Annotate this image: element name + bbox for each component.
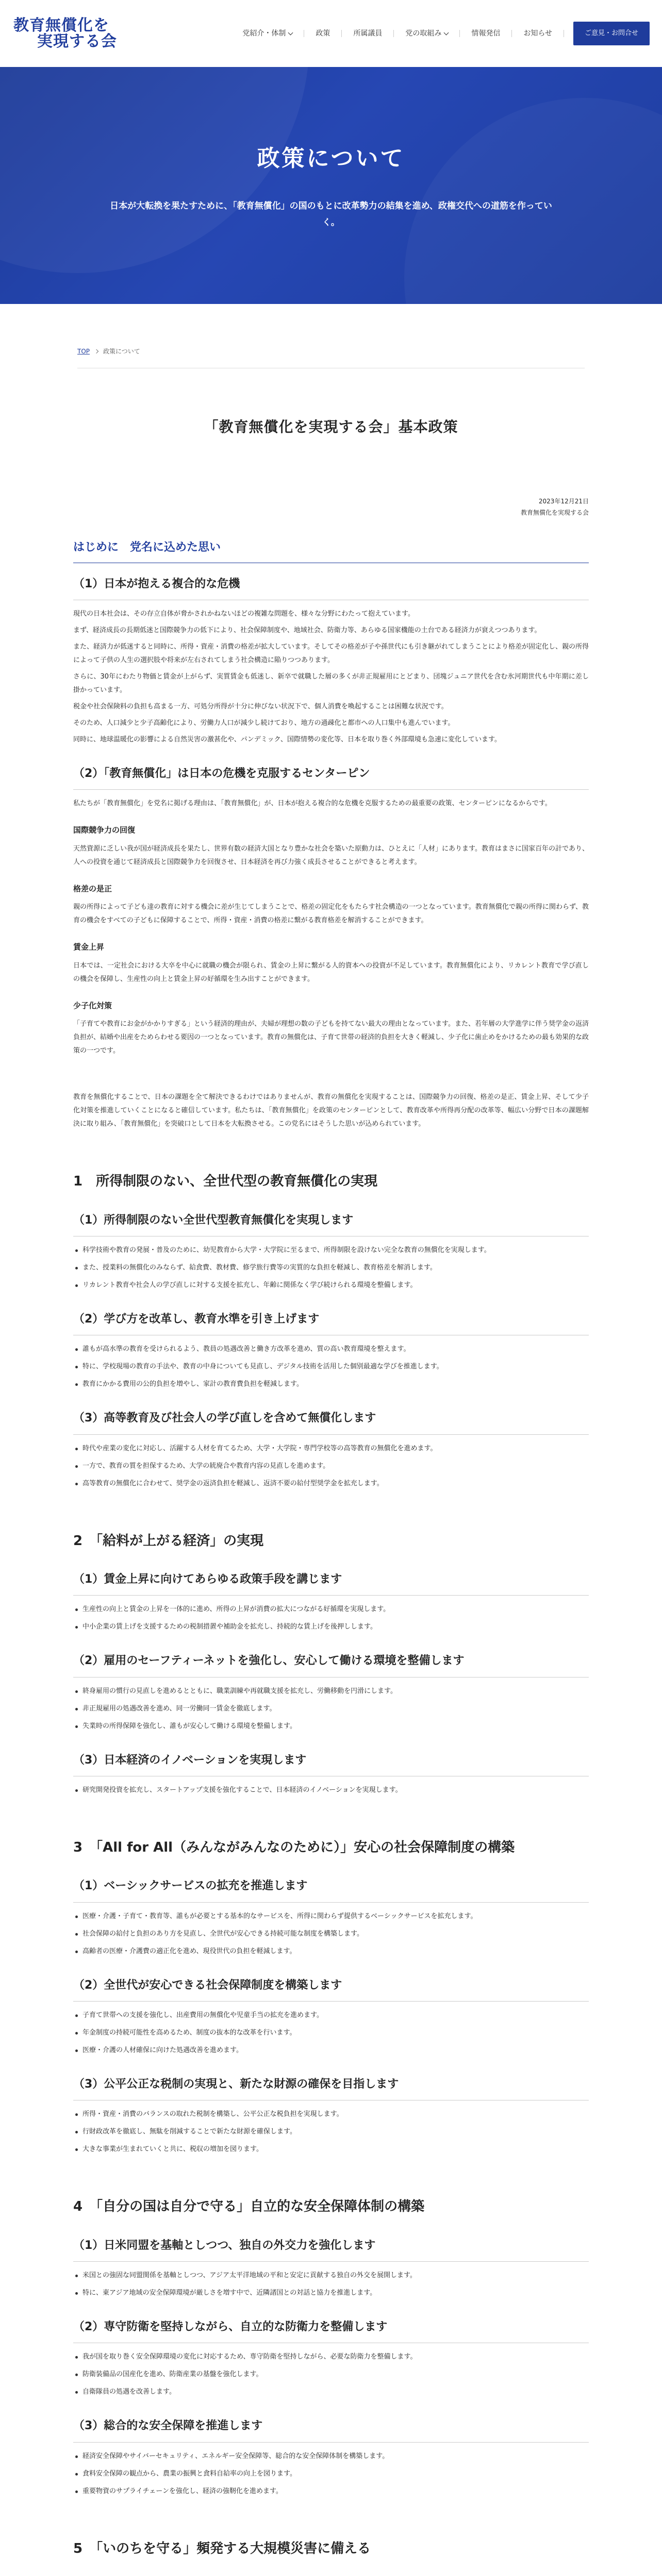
subsection-heading: （3）公平公正な税制の実現と、新たな財源の確保を目指します xyxy=(73,2075,589,2100)
subsection-heading: （2）「教育無償化」は日本の危機を克服するセンターピン xyxy=(73,764,589,790)
paragraph: そのため、人口減少と少子高齢化により、労働力人口が減少し続けており、地方の過疎化と都市への人口集中も進んでいます。 xyxy=(73,719,455,727)
list-item: 我が国を取り巻く安全保障環境の変化に対応するため、専守防衛を堅持しながら、必要な防衛力を整備します。 xyxy=(73,2350,589,2364)
page-title: 政策について xyxy=(257,145,405,172)
list-item: 医療・介護の人材確保に向けた処遇改善を進めます。 xyxy=(73,2044,589,2057)
chapter-heading: 1 所得制限のない、全世代型の教育無償化の実現 xyxy=(73,1174,378,1190)
chapter-heading: 4 「自分の国は自分で守る」自立的な安全保障体制の構築 xyxy=(73,2199,425,2215)
list-item: 非正規雇用の処遇改善を進め、同一労働同一賃金を徹底します。 xyxy=(73,1702,589,1716)
list-item: 行財政改革を徹底し、無駄を削減することで新たな財源を確保します。 xyxy=(73,2125,589,2139)
subsection-heading: （2）全世代が安心できる社会保障制度を構築します xyxy=(73,1976,589,2002)
list-item: 高齢者の医療・介護費の適正化を進め、現役世代の負担を軽減します。 xyxy=(73,1945,589,1958)
paragraph: 同時に、地球温暖化の影響による自然災害の激甚化や、パンデミック、国際情勢の変化等、日本を取り巻く外部環境も急速に変化しています。 xyxy=(73,735,501,743)
bullet-list xyxy=(73,2108,589,2156)
list-item: 教育にかかる費用の公的負担を増やし、家計の教育費負担を軽減します。 xyxy=(73,1378,589,1391)
bullet-list xyxy=(73,1603,589,1634)
hero-lead: 日本が大転換を果たすために、「教育無償化」の国のもとに改革勢力の結集を進め、政権交代への道筋を作っていく。 xyxy=(110,201,552,228)
list-item: 特に、東アジア地域の安全保障環境が厳しさを増す中で、近隣諸国との対話と協力を推進します。 xyxy=(73,2286,589,2300)
paragraph: さらに、30年にわたり物価と賃金が上がらず、実質賃金も低迷し、新卒で就職した層の多くが非正規雇用にとどまり、団塊ジュニア世代を含む氷河期世代も中年期に差し掛かっています。 xyxy=(73,672,589,694)
bullet-list xyxy=(73,2269,589,2300)
list-item: 高等教育の無償化に合わせて、奨学金の返済負担を軽減し、返済不要の給付型奨学金を拡充します。 xyxy=(73,1477,589,1490)
paragraph: 私たちが「教育無償化」を党名に掲げる理由は、「教育無償化」が、日本が抱える複合的な危機を克服するための最重要の政策、センターピンになるからです。 xyxy=(73,800,552,808)
paragraph: 教育を無償化することで、日本の課題を全て解決できるわけではありませんが、教育の無償化を実現することは、国際競争力の回復、格差の是正、賃金上昇、そして少子化対策を推進していくことになると確信しています。私たちは、「教育無償化」を政策のセンターピンとして、教育改革や所得再分配の改革等、幅広い分野で日本の課題解決に取り組み、「教育無償化」を突破口として日本を大転換させる。この党名にはそうした思いが込められています。 xyxy=(73,1093,589,1128)
list-item: 大きな事業が生まれていくと共に、税収の増加を図ります。 xyxy=(73,2143,589,2156)
bullet-list xyxy=(73,1343,589,1391)
list-item: 食料安全保障の観点から、農業の振興と食料自給率の向上を図ります。 xyxy=(73,2467,589,2481)
nav-item-activities[interactable]: 党の取組み xyxy=(394,30,460,37)
subsection-heading: （1）日本が抱える複合的な危機 xyxy=(73,574,589,600)
list-item: 研究開発投資を拡充し、スタートアップ支援を強化することで、日本経済のイノベーションを実現します。 xyxy=(73,1784,589,1797)
breadcrumb xyxy=(0,304,662,357)
list-item: 防衛装備品の国産化を進め、防衛産業の基盤を強化します。 xyxy=(73,2368,589,2381)
list-item: 誰もが高水準の教育を受けられるよう、教員の処遇改善と働き方改革を進め、質の高い教育環境を整えます。 xyxy=(73,1343,589,1356)
list-item: 自衛隊員の処遇を改善します。 xyxy=(73,2385,589,2399)
list-item: 失業時の所得保障を強化し、誰もが安心して働ける環境を整備します。 xyxy=(73,1720,589,1733)
subsection-heading: （2）学び方を改革し、教育水準を引き上げます xyxy=(73,1310,589,1335)
document-org: 教育無償化を実現する会 xyxy=(520,509,589,516)
section-heading: はじめに 党名に込めた思い xyxy=(73,538,589,563)
subsection-heading: （1）日米同盟を基軸としつつ、独自の外交力を強化します xyxy=(73,2236,589,2262)
site-logo[interactable] xyxy=(13,18,117,50)
subsection-heading: （2）雇用のセーフティーネットを強化し、安心して働ける環境を整備します xyxy=(73,1651,589,1677)
minor-heading: 国際競争力の回復 xyxy=(73,825,136,835)
breadcrumb-current: 政策について xyxy=(103,348,140,355)
breadcrumb-home-link[interactable]: TOP xyxy=(77,348,90,355)
subsection-heading: （1）賃金上昇に向けてあらゆる政策手段を講じます xyxy=(73,1570,589,1596)
subsection-heading: （3）高等教育及び社会人の学び直しを含めて無償化します xyxy=(73,1409,589,1434)
nav-item-about[interactable]: 党紹介・体制 xyxy=(231,30,304,37)
paragraph: 「子育てや教育にお金がかかりすぎる」という経済的理由が、夫婦が理想の数の子どもを持てない最大の理由となっています。また、若年層の大学進学に伴う奨学金の返済負担が、結婚や出産をためらわせる要因の一つとなっています。教育の無償化は、子育て世帯の経済的負担を大きく軽減し、少子化に歯止めをかけるための最も効果的な政策の一つです。 xyxy=(73,1020,589,1055)
paragraph: また、経済力が低迷すると同時に、所得・資産・消費の格差が拡大しています。そしてその格差が子や孫世代にも引き継がれてしまうことにより格差が固定化し、親の所得によって子供の人生の選択肢や将来が左右されてしまう社会構造に陥りつつあります。 xyxy=(73,642,589,664)
bullet-list xyxy=(73,1685,589,1733)
contact-button[interactable]: ご意見・お問合せ xyxy=(573,22,650,45)
paragraph: 現代の日本社会は、その存立自体が脅かされかねないほどの複雑な問題を、様々な分野にわたって抱えています。 xyxy=(73,609,415,618)
list-item: 社会保障の給付と負担のあり方を見直し、全世代が安心できる持続可能な制度を構築します。 xyxy=(73,1927,589,1941)
bullet-list xyxy=(73,2450,589,2498)
list-item: また、授業料の無償化のみならず、給食費、教材費、修学旅行費等の実質的な負担を軽減し、教育格差を解消します。 xyxy=(73,1261,589,1275)
chevron-right-icon xyxy=(94,349,98,353)
subsection-heading: （1）ベーシックサービスの拡充を推進します xyxy=(73,1876,589,1902)
chapter-heading: 5 「いのちを守る」頻発する大規模災害に備える xyxy=(73,2540,371,2556)
nav-item-news[interactable]: お知らせ xyxy=(512,30,564,37)
list-item: 医療・介護・子育て・教育等、誰もが必要とする基本的なサービスを、所得に関わらず提供するベーシックサービスを拡充します。 xyxy=(73,1910,589,1923)
minor-heading: 格差の是正 xyxy=(73,884,112,893)
nav-item-policy[interactable]: 政策 xyxy=(304,30,342,37)
list-item: 中小企業の賃上げを支援するための税制措置や補助金を拡充し、持続的な賃上げを後押しします。 xyxy=(73,1620,589,1634)
logo-line-1: 教育無償化を xyxy=(13,16,109,35)
list-item: 一方で、教育の質を担保するため、大学の統廃合や教育内容の見直しを進めます。 xyxy=(73,1460,589,1473)
list-item: 科学技術や教育の発展・普及のために、幼児教育から大学・大学院に至るまで、所得制限を設けない完全な教育の無償化を実現します。 xyxy=(73,1244,589,1257)
subsection-heading: （2）専守防衛を堅持しながら、自立的な防衛力を整備します xyxy=(73,2317,589,2343)
bullet-list xyxy=(73,1442,589,1490)
chevron-down-icon xyxy=(444,30,449,35)
subsection-heading: （3）総合的な安全保障を推進します xyxy=(73,2416,589,2442)
list-item: 経済安全保障やサイバーセキュリティ、エネルギー安全保障等、総合的な安全保障体制を構築します。 xyxy=(73,2450,589,2463)
minor-heading: 賃金上昇 xyxy=(73,942,105,952)
bullet-list xyxy=(73,2009,589,2057)
list-item: 特に、学校現場の教育の手法や、教育の中身についても見直し、デジタル技術を活用した個別最適な学びを推進します。 xyxy=(73,1360,589,1374)
list-item: 時代や産業の変化に対応し、活躍する人材を育てるため、大学・大学院・専門学校等の高等教育の無償化を進めます。 xyxy=(73,1442,589,1455)
paragraph: 税金や社会保険料の負担も高まる一方、可処分所得が十分に伸びない状況下で、個人消費を喚起することは困難な状況です。 xyxy=(73,702,448,710)
document-title: 「教育無償化を実現する会」基本政策 xyxy=(204,418,458,436)
nav-item-media[interactable]: 情報発信 xyxy=(460,30,512,37)
list-item: 生産性の向上と賃金の上昇を一体的に進め、所得の上昇が消費の拡大につながる好循環を実現します。 xyxy=(73,1603,589,1616)
paragraph: 日本では、一定社会における大卒を中心に就職の機会が限られ、賃金の上昇に繋がる人的資本への投資が不足しています。教育無償化により、リカレント教育で学び直しの機会を保障し、生産性の向上と賃金上昇の好循環を生み出すことができます。 xyxy=(73,961,589,983)
chapter-heading: 2 「給料が上がる経済」の実現 xyxy=(73,1533,264,1549)
hero-banner xyxy=(0,67,662,304)
list-item: リカレント教育や社会人の学び直しに対する支援を拡充し、年齢に関係なく学び続けられる環境を整備します。 xyxy=(73,1279,589,1292)
document-date: 2023年12月21日 xyxy=(538,497,589,505)
list-item: 所得・資産・消費のバランスの取れた税制を構築し、公平公正な税負担を実現します。 xyxy=(73,2108,589,2121)
bullet-list xyxy=(73,1244,589,1292)
list-item: 年金制度の持続可能性を高めるため、制度の抜本的な改革を行います。 xyxy=(73,2026,589,2040)
nav-item-members[interactable]: 所属議員 xyxy=(342,30,394,37)
bullet-list xyxy=(73,1910,589,1958)
paragraph: 親の所得によって子ども達の教育に対する機会に差が生じてしまうことで、格差の固定化をもたらす社会構造の一つとなっています。教育無償化で親の所得に関わらず、教育の機会をすべての子どもに保障することで、所得・資産・消費の格差に繋がる教育格差を解消することができます。 xyxy=(73,903,589,925)
site-header xyxy=(0,0,662,67)
list-item: 米国との強固な同盟関係を基軸としつつ、アジア太平洋地域の平和と安定に貢献する独自の外交を展開します。 xyxy=(73,2269,589,2282)
subsection-heading: （1）所得制限のない全世代型教育無償化を実現します xyxy=(73,1211,589,1236)
minor-heading: 少子化対策 xyxy=(73,1001,112,1010)
document-meta xyxy=(73,496,589,518)
bullet-list xyxy=(73,2350,589,2399)
logo-line-2: 実現する会 xyxy=(37,32,117,50)
global-nav xyxy=(231,22,650,45)
subsection-heading: （3）日本経済のイノベーションを実現します xyxy=(73,1751,589,1776)
list-item: 子育て世帯への支援を強化し、出産費用の無償化や児童手当の拡充を進めます。 xyxy=(73,2009,589,2022)
paragraph: まず、経済成長の長期低迷と国際競争力の低下により、社会保障制度や、地域社会、防衛力等、あらゆる国家機能の土台である経済力が衰えつつあります。 xyxy=(73,626,541,634)
policy-document xyxy=(73,368,589,2576)
list-item: 終身雇用の慣行の見直しを進めるとともに、職業訓練や再就職支援を拡充し、労働移動を円滑にします。 xyxy=(73,1685,589,1698)
bullet-list xyxy=(73,1784,589,1797)
chevron-down-icon xyxy=(288,30,293,35)
paragraph: 天然資源に乏しい我が国が経済成長を果たし、世界有数の経済大国となり豊かな社会を築いた原動力は、ひとえに「人材」にあります。教育はまさに国家百年の計であり、人への投資を通じて経済成長と国際競争力を回復させ、日本経済を再び力強く成長させることができると考えます。 xyxy=(73,844,589,866)
chapter-heading: 3 「All for All（みんながみんなのために）」安心の社会保障制度の構築 xyxy=(73,1840,515,1856)
list-item: 重要物資のサプライチェーンを強化し、経済の強靭化を進めます。 xyxy=(73,2485,589,2498)
